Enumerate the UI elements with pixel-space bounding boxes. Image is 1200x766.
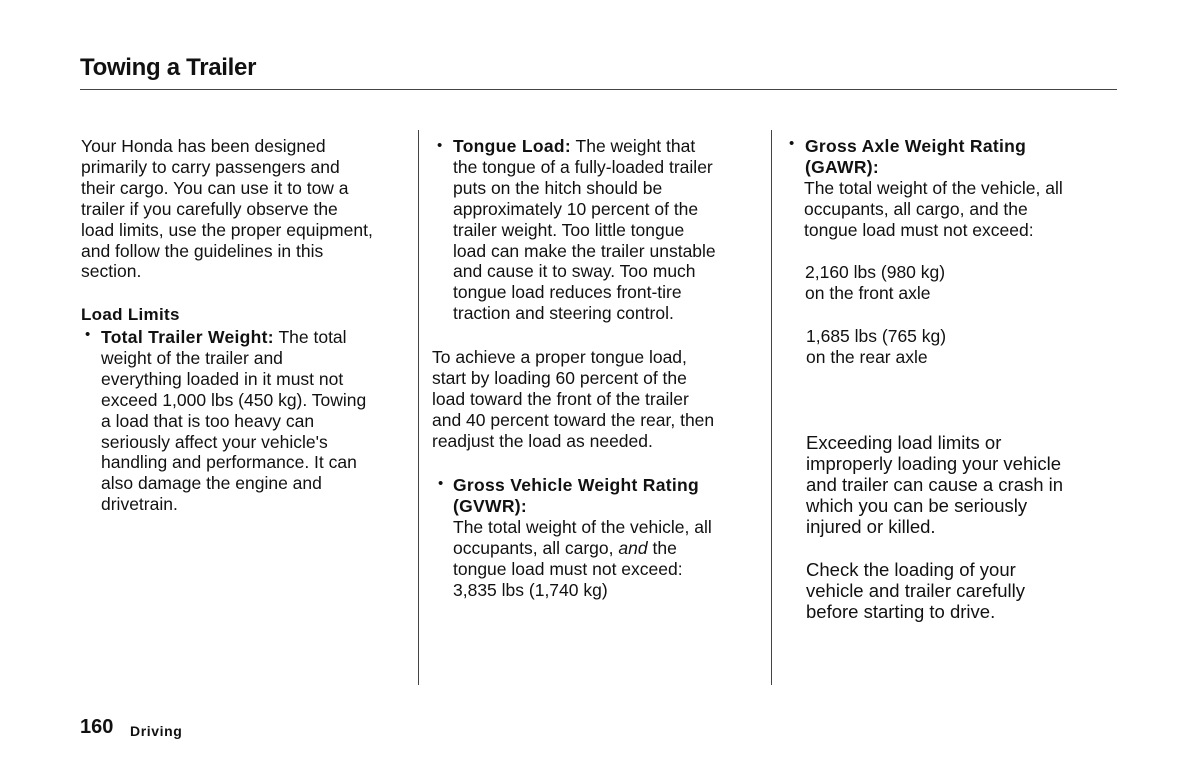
rear-axle-label: on the rear axle [806, 346, 928, 367]
load-limits-heading: Load Limits [81, 305, 180, 324]
intro-line: their cargo. You can use it to tow a [81, 177, 349, 198]
intro-paragraph [81, 136, 373, 282]
gawr-item [805, 136, 1026, 178]
para-line: readjust the load as needed. [432, 430, 653, 451]
warning-line: which you can be seriously [806, 495, 1028, 516]
check-line: Check the loading of your [806, 559, 1016, 580]
ttw-line: weight of the trailer and [101, 347, 283, 368]
warning-text [806, 432, 1063, 537]
gvwr-line: The total weight of the vehicle, all [453, 516, 712, 537]
tl-line: traction and steering control. [453, 303, 674, 324]
total-trailer-weight-text: The total [278, 327, 347, 347]
ttw-line: handling and performance. It can [101, 452, 357, 473]
page-number: 160 [80, 716, 114, 738]
gvwr-line: occupants, all cargo, [453, 537, 614, 558]
front-axle-value: 2,160 lbs (980 kg) [805, 262, 946, 282]
intro-line: and follow the guidelines in this [81, 240, 324, 261]
gawr-description [804, 178, 1063, 241]
rear-axle-value: 1,685 lbs (765 kg) [806, 326, 947, 346]
gvwr-value: 3,835 lbs (1,740 kg) [453, 579, 608, 600]
rear-axle-rating [806, 326, 946, 368]
tl-line: the tongue of a fully-loaded trailer [453, 156, 713, 177]
page-title: Towing a Trailer [80, 54, 257, 81]
gvwr-label: Gross Vehicle Weight Rating [453, 475, 700, 495]
warning-line: Exceeding load limits or [806, 432, 1002, 453]
column-divider-2 [771, 130, 772, 685]
ttw-line: also damage the engine and [101, 473, 322, 494]
gawr-line: tongue load must not exceed: [804, 219, 1034, 240]
front-axle-label: on the front axle [805, 282, 931, 303]
tl-line: load can make the trailer unstable [453, 240, 716, 261]
check-line: vehicle and trailer carefully [806, 580, 1026, 601]
para-line: load toward the front of the trailer [432, 388, 689, 409]
intro-line: trailer if you carefully observe the [81, 198, 338, 219]
gawr-line: The total weight of the vehicle, all [804, 178, 1063, 198]
total-trailer-weight-label: Total Trailer Weight: [101, 327, 274, 347]
bullet-icon: • [789, 135, 795, 152]
tongue-load-text: The weight that [575, 136, 696, 156]
gawr-line: occupants, all cargo, and the [804, 198, 1028, 219]
tl-line: trailer weight. Too little tongue [453, 219, 685, 240]
para-line: start by loading 60 percent of the [432, 367, 687, 388]
header-rule [80, 89, 1117, 90]
intro-line: load limits, use the proper equipment, [81, 219, 373, 240]
ttw-line: drivetrain. [101, 494, 178, 515]
ttw-line: a load that is too heavy can [101, 410, 315, 431]
gvwr-item [453, 475, 712, 600]
tl-line: puts on the hitch should be [453, 177, 663, 198]
tl-line: tongue load reduces front-tire [453, 282, 682, 303]
section-label: Driving [130, 723, 183, 739]
tongue-load-paragraph [432, 347, 714, 452]
ttw-line: everything loaded in it must not [101, 368, 344, 389]
gvwr-label-abbr: (GVWR): [453, 495, 528, 516]
ttw-line: exceed 1,000 lbs (450 kg). Towing [101, 389, 367, 410]
gvwr-line: tongue load must not exceed: [453, 558, 683, 579]
warning-line: and trailer can cause a crash in [806, 474, 1064, 495]
warning-line: improperly loading your vehicle [806, 453, 1062, 474]
check-text [806, 559, 1025, 622]
tongue-load-item [453, 136, 716, 324]
bullet-icon: • [437, 137, 443, 154]
tl-line: approximately 10 percent of the [453, 198, 699, 219]
bullet-icon: • [85, 326, 91, 343]
intro-line: Your Honda has been designed [81, 136, 326, 156]
tongue-load-label: Tongue Load: [453, 136, 571, 156]
bullet-icon: • [438, 475, 444, 492]
intro-line: section. [81, 261, 142, 282]
gawr-label-abbr: (GAWR): [805, 156, 880, 177]
front-axle-rating [805, 262, 945, 304]
intro-line: primarily to carry passengers and [81, 156, 340, 177]
para-line: and 40 percent toward the rear, then [432, 409, 715, 430]
check-line: before starting to drive. [806, 601, 996, 622]
para-line: To achieve a proper tongue load, [432, 347, 687, 367]
gvwr-line: the [652, 537, 677, 558]
ttw-line: seriously affect your vehicle's [101, 431, 328, 452]
warning-line: injured or killed. [806, 516, 936, 537]
gvwr-emphasis: and [618, 537, 648, 558]
column-divider-1 [418, 130, 419, 685]
total-trailer-weight-item [101, 327, 366, 515]
tl-line: and cause it to sway. Too much [453, 261, 696, 282]
gawr-label: Gross Axle Weight Rating [805, 136, 1027, 156]
